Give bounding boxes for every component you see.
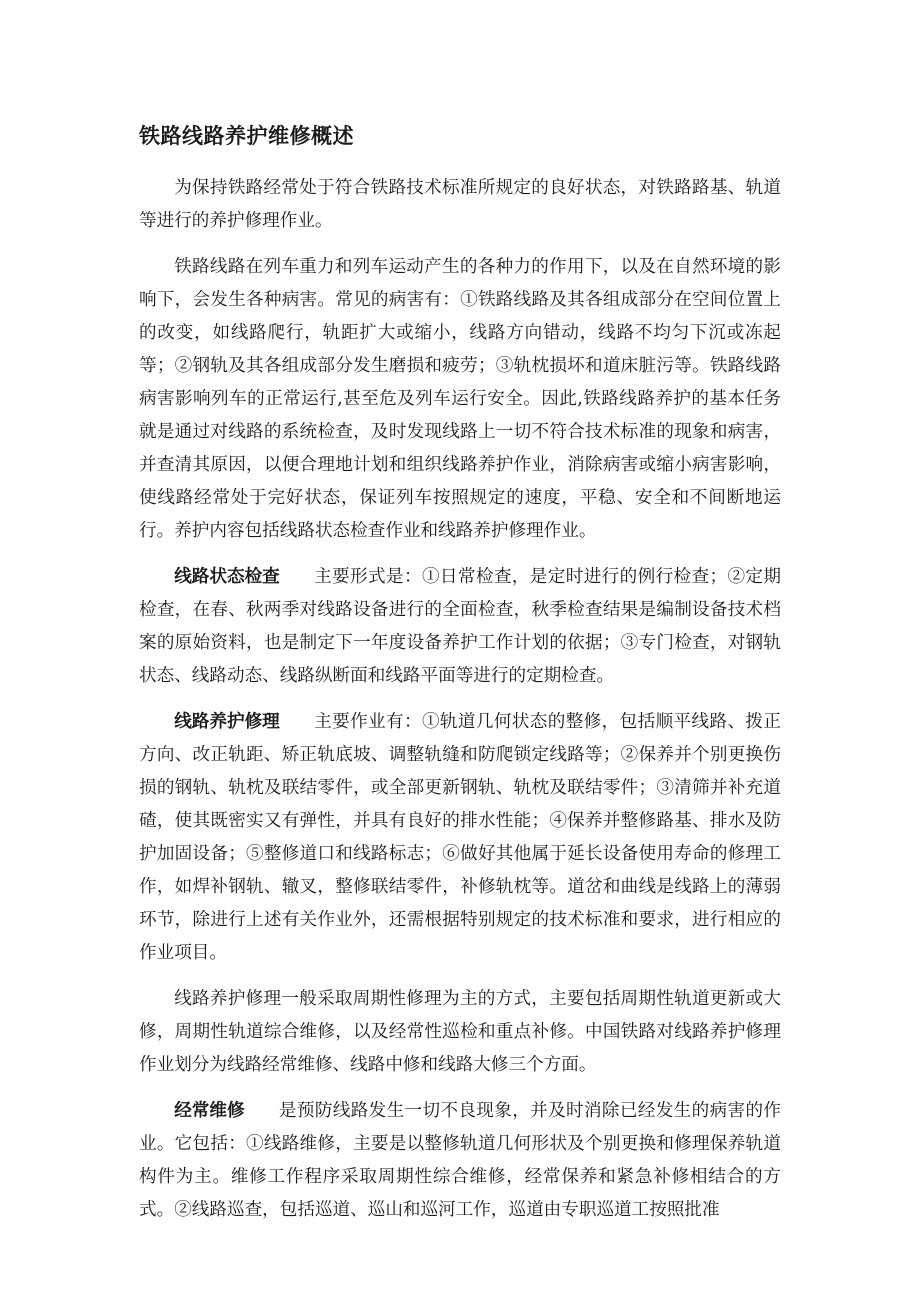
paragraph-diseases [139, 251, 781, 548]
paragraph-text: 为保持铁路经常处于符合铁路技术标准所规定的良好状态，对铁路路基、轨道等进行的养护修理作业。 [139, 178, 781, 231]
paragraph-text: 线路养护修理一般采取周期性修理为主的方式，主要包括周期性轨道更新或大修，周期性轨道综合维修，以及经常性巡检和重点补修。中国铁路对线路养护修理作业划分为线路经常维修、线路中修和线路大修三个方面。 [139, 989, 781, 1075]
document-title: 铁路线路养护维修概述 [139, 124, 354, 148]
paragraph-maintenance [139, 706, 781, 970]
paragraph-routine [139, 1095, 781, 1227]
paragraph-text: 是预防线路发生一切不良现象，并及时消除已经发生的病害的作业。它包括：①线路维修，主要是以整修轨道几何形状及个别更换和修理保养轨道构件为主。维修工作程序采取周期性综合维修，经常保养和紧急补修相结合的方式。②线路巡查，包括巡道、巡山和巡河工作，巡道由专职巡道工按照批准 [139, 1101, 781, 1220]
document-page [139, 116, 781, 1240]
paragraph-periodic [139, 983, 781, 1082]
paragraph-intro [139, 172, 781, 238]
paragraph-text: 铁路线路在列车重力和列车运动产生的各种力的作用下，以及在自然环境的影响下，会发生各种病害。常见的病害有：①铁路线路及其各组成部分在空间位置上的改变，如线路爬行，轨距扩大或缩小，线路方向错动，线路不均匀下沉或冻起等；②钢轨及其各组成部分发生磨损和疲劳；③轨枕损坏和道床脏污等。铁路线路病害影响列车的正常运行,甚至危及列车运行安全。因此,铁路线路养护的基本任务就是通过对线路的系统检查，及时发现线路上一切不符合技术标准的现象和病害，并查清其原因，以便合理地计划和组织线路养护作业，消除病害或缩小病害影响，使线路经常处于完好状态，保证列车按照规定的速度，平稳、安全和不间断地运行。养护内容包括线路状态检查作业和线路养护修理作业。 [139, 257, 781, 541]
section-term: 线路养护修理 [174, 712, 280, 732]
section-term: 线路状态检查 [174, 567, 280, 587]
paragraph-inspection [139, 561, 781, 693]
section-term: 经常维修 [174, 1101, 245, 1121]
paragraph-text: 主要作业有：①轨道几何状态的整修，包括顺平线路、拨正方向、改正轨距、矫正轨底坡、调整轨缝和防爬锁定线路等；②保养并个别更换伤损的钢轨、轨枕及联结零件，或全部更新钢轨、轨枕及联结零件；③清筛并补充道碴，使其既密实又有弹性，并具有良好的排水性能；④保养并整修路基、排水及防护加固设备；⑤整修道口和线路标志；⑥做好其他属于延长设备使用寿命的修理工作，如焊补钢轨、辙叉，整修联结零件，补修轨枕等。道岔和曲线是线路上的薄弱环节，除进行上述有关作业外，还需根据特别规定的技术标准和要求，进行相应的作业项目。 [139, 712, 781, 963]
paragraph-text: 主要形式是：①日常检查，是定时进行的例行检查；②定期检查，在春、秋两季对线路设备进行的全面检查，秋季检查结果是编制设备技术档案的原始资料，也是制定下一年度设备养护工作计划的依据；③专门检查，对钢轨状态、线路动态、线路纵断面和线路平面等进行的定期检查。 [139, 567, 781, 686]
